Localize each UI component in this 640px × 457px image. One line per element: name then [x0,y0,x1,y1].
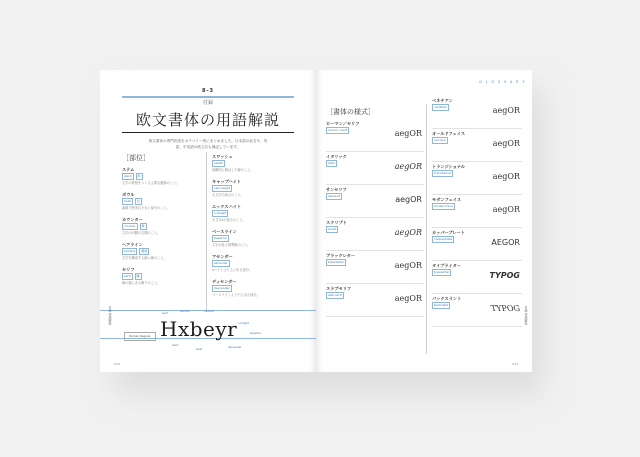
term-name: アセンダー [212,254,233,259]
term-entry [122,267,202,287]
term-description: 文字の骨格をつくる主要な縦線のこと。 [122,181,180,185]
label-hairline: hairline [180,310,190,313]
section-number: 8-3 [201,88,215,94]
intro-text: 欧文書体の専門用語をカテゴリー別にまとめました。日本語の仮名や、英語、中英語の欧文名も補記しています。 [148,139,268,149]
term-name: カウンター [122,217,143,222]
term-entry [122,192,202,212]
term-tags [212,235,294,242]
entry-divider [432,260,522,261]
term-tag: 懐 [141,224,145,228]
term-entry [212,279,294,299]
styles-heading: ［書体の様式］ [326,108,375,116]
term-description: 小文字xの高さのこと。 [212,218,246,222]
term-name: トランジショナル [432,164,465,169]
term-tag: typewriter [434,270,450,274]
term-tag: venetian [434,105,448,109]
style-sample: TYPOG [489,271,520,280]
term-name: ステム [122,167,135,172]
term-entry [212,204,294,224]
term-name: ベースライン [212,229,237,234]
term-entry [326,286,424,314]
entry-divider [432,326,522,327]
entry-divider [326,184,424,185]
term-tags [212,160,294,167]
term-entry [432,263,522,291]
parts-column-left [122,156,202,292]
entry-divider [326,316,424,317]
term-name: バックスラント [432,296,462,301]
label-xheight: x-height [238,322,249,325]
term-tags [122,248,202,255]
term-tag: modern face [434,204,453,208]
style-sample: aegOR [492,172,520,181]
term-name: スラブセリフ [326,286,352,291]
term-name: オールドフェイス [432,131,466,136]
term-name: サンセリフ [326,187,347,192]
term-entry [432,230,522,258]
term-entry [122,217,202,237]
term-entry [122,242,202,262]
term-description: 線の端にある飾りのこと。 [122,281,161,285]
page-title: 欧文書体の用語解説 [135,111,280,129]
column-divider [206,152,207,312]
term-entry [122,167,202,187]
term-name: スワッシュ [212,154,233,159]
term-entry [212,254,294,274]
label-serif: serif [162,312,168,315]
term-tag: blackletter [328,260,345,264]
parts-column-right [212,154,294,304]
term-description: 大文字の高さのこと。 [212,193,244,197]
entry-divider [326,151,424,152]
term-name: タイプライター [432,263,461,268]
term-tag: baseline [214,236,227,240]
vertical-running-head-left: 付録 用語解説 [108,306,112,325]
term-tags [212,260,294,267]
term-tag: 幹 [137,174,141,178]
vertical-running-head-right: 付録 用語解説 [524,306,528,325]
term-name: ベネチアン [432,98,453,103]
term-tag: 弦 [137,199,141,203]
term-tag: 鱗 [136,274,140,278]
term-tag: ascender [214,261,228,265]
folio-left: 270 [114,362,120,366]
entry-divider [432,293,522,294]
term-name: カッパープレート [432,230,466,235]
term-tag: swash [214,161,224,165]
term-tag: x-height [214,211,227,215]
term-tag: 細線 [141,249,148,253]
term-entry [432,131,522,159]
term-description: xハイトより上に出る部分。 [212,268,253,272]
style-sample: aegOR [395,195,422,204]
style-sample: aegOR [394,294,422,303]
term-entry [212,179,294,199]
term-tag: bowl [124,199,132,203]
term-entry [432,164,522,192]
entry-divider [432,194,522,195]
term-name: ヘアライン [122,242,143,247]
style-sample: aegOR [492,205,520,214]
term-tag: old face [434,138,446,142]
term-name: ブラックレター [326,253,356,258]
term-tag: hairline [124,249,136,253]
term-entry [326,154,424,182]
entry-divider [326,217,424,218]
term-description: 曲線で囲まれた丸い部分のこと。 [122,206,170,210]
style-sample: TYPOG [489,304,522,313]
style-sample: aegOR [394,261,422,270]
term-name: キャップハイト [212,179,241,184]
left-page [100,70,316,372]
specimen-box-label: Roman Regular [124,332,156,341]
term-tag: copperplate [434,237,452,241]
parts-heading: ［部位］ [122,154,150,162]
term-description: 装飾的に伸ばした線のこと。 [212,168,254,172]
term-name: ボウル [122,192,135,197]
term-entry [326,121,424,149]
term-entry [326,220,424,248]
section-subtitle: 付録 [202,100,213,106]
term-name: ディセンダー [212,279,237,284]
label-stem: stem [172,344,179,347]
right-page [316,70,532,372]
term-tags [122,198,202,205]
entry-divider [432,128,522,129]
term-tag: cap height [214,186,230,190]
style-sample: AEGOR [491,238,520,247]
style-sample: aegOR [394,162,422,171]
label-bowl: bowl [196,348,203,351]
title-rule [122,132,294,133]
term-entry [432,296,522,324]
glossary-label: G L O S S A R Y [479,80,526,84]
term-name: スクリプト [326,220,347,225]
term-entry [326,253,424,281]
term-tags [212,210,294,217]
term-tag: script [328,227,337,231]
term-tags [122,173,202,180]
specimen-word: Hxbeyr [160,317,238,341]
term-entry [432,197,522,225]
styles-column-right [432,98,522,329]
term-entry [212,154,294,174]
term-tag: counter [124,224,136,228]
term-tags [212,185,294,192]
entry-divider [326,250,424,251]
term-description: 文字が並ぶ基準線のこと。 [212,243,251,247]
section-rule [122,96,294,98]
term-tags [212,285,294,292]
entry-divider [326,283,424,284]
term-name: セリフ [122,267,135,272]
term-entry [212,229,294,249]
label-descender: descender [228,346,242,349]
styles-column-left [326,110,424,319]
style-sample: aegOR [492,106,520,115]
label-baseline: baseline [250,332,261,335]
column-divider-right [426,104,427,354]
section-header [122,88,294,150]
term-description: 文字の内側の空間のこと。 [122,231,161,235]
term-tag: backslant [434,303,449,307]
term-tag: stem [124,174,132,178]
term-name: ローマン／セリフ [326,121,360,126]
term-name: イタリック [326,154,347,159]
entry-divider [432,161,522,162]
label-counter: counter [204,310,214,313]
term-tag: transitional [434,171,451,175]
term-tag: roman / serif [328,128,348,132]
term-entry [326,187,424,215]
term-tag: italic [328,161,336,165]
book-spread [100,70,532,372]
term-name: エックスハイト [212,204,242,209]
term-entry [432,98,522,126]
term-tags [122,223,202,230]
term-tag: sanserif [328,194,340,198]
term-description: 文字を構成する細い線のこと。 [122,256,167,260]
term-tags [122,273,202,280]
term-tag: descender [214,286,230,290]
style-sample: aegOR [394,129,422,138]
term-name: モダンフェイス [432,197,462,202]
folio-right: 271 [512,362,518,366]
style-sample: aegOR [394,228,422,237]
term-description: ベースラインより下に出る部分。 [212,293,260,297]
style-sample: aegOR [492,139,520,148]
entry-divider [432,227,522,228]
term-tag: slab serif [328,293,342,297]
term-tag: serif [124,274,131,278]
